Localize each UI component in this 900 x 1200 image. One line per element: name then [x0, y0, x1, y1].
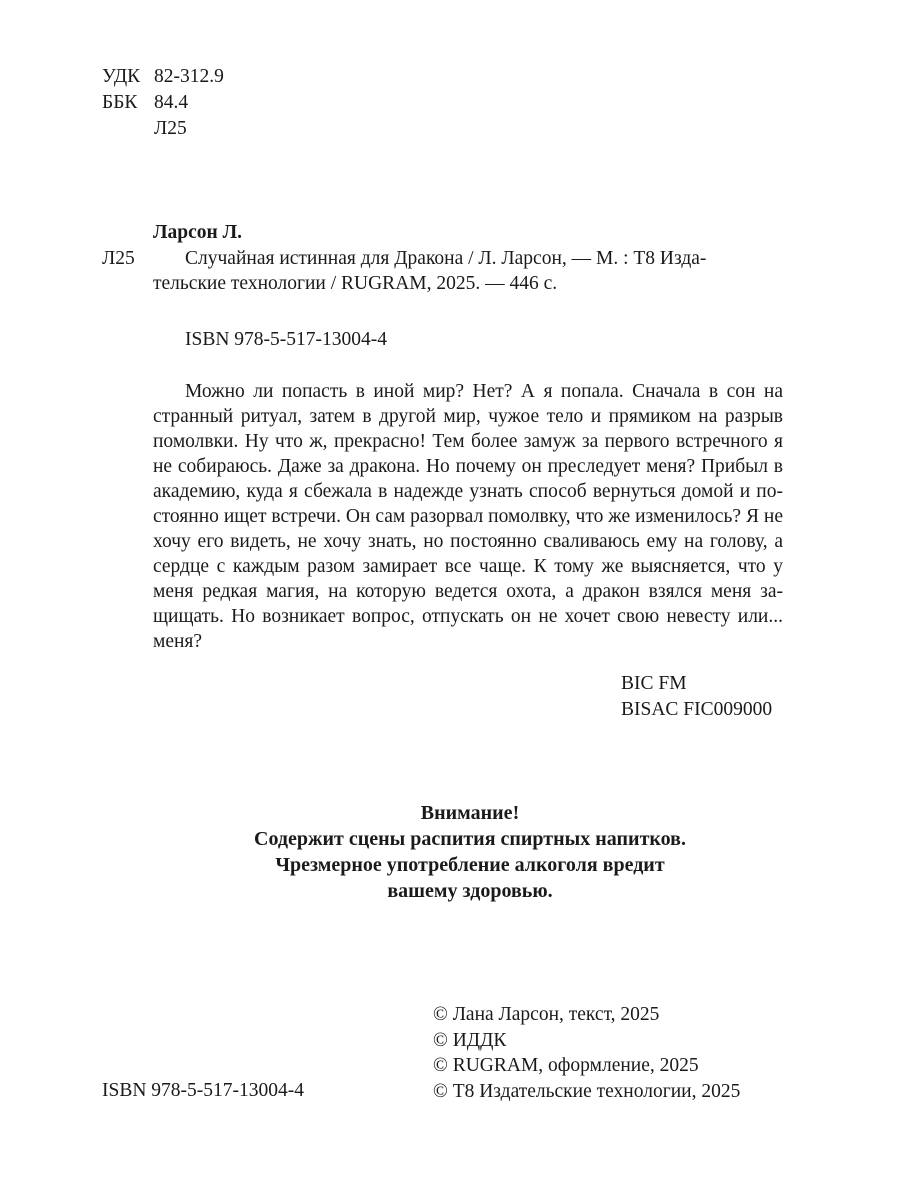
bibliographic-description [153, 246, 783, 296]
udk-row [102, 64, 224, 90]
bibliographic-line-1: Случайная истинная для Дракона / Л. Ларсон, — М. : Т8 Изда- [185, 248, 707, 269]
warning-line-2: Чрезмерное употребление алкоголя вредит [275, 854, 665, 876]
alcohol-warning [150, 800, 790, 904]
author-mark: Л25 [154, 118, 187, 139]
bbk-row [102, 90, 224, 116]
bbk-value: 84.4 [154, 92, 189, 113]
bibliographic-mark: Л25 [102, 248, 135, 269]
author-heading: Ларсон Л. [153, 222, 243, 243]
copyright-line: © ИДДК [433, 1029, 507, 1051]
warning-title: Внимание! [420, 802, 520, 824]
copyright-line: © RUGRAM, оформление, 2025 [433, 1055, 699, 1076]
copyright-line: © Лана Ларсон, текст, 2025 [433, 1004, 660, 1025]
isbn-main: ISBN 978-5-517-13004-4 [185, 329, 388, 350]
bic-code: BIC FM [621, 673, 687, 694]
copyright-line: © Т8 Издательские технологии, 2025 [433, 1080, 741, 1102]
udk-label: УДК [102, 66, 141, 87]
classification-codes [102, 64, 224, 142]
copyright-block [433, 1002, 740, 1104]
warning-line-1: Содержит сцены распития спиртных напитков. [254, 828, 686, 850]
bbk-label: ББК [102, 92, 138, 113]
annotation-text: Можно ли попасть в иной мир? Нет? А я попала. Сначала в сон на странный ритуал, затем в другой мир, чужое тело и прямиком на разрыв помолвки. Ну что ж, прекрасно! Тем более замуж за первого встречного я не собираюсь. Даже за дракона. Но почему он преследует меня? Прибыл в академию, куда я сбежала в надежде узнать способ вернуться домой и постоянно ищет встречи. Он сам разорвал помолвку, что же изменилось? Я не хочу его видеть, не хочу знать, но постоянно сваливаюсь ему на голову, а сердце с каждым разом замирает все чаще. К тому же выясняется, что у меня редкая магия, на которую ведется охота, а дракон взялся меня защищать. Но возникает вопрос, отпускать он не хочет свою невесту или... меня? [153, 381, 783, 652]
author-mark-row [102, 116, 224, 142]
isbn-bottom: ISBN 978-5-517-13004-4 [102, 1080, 305, 1101]
bibliographic-line-2: тельские технологии / RUGRAM, 2025. — 446 с. [153, 273, 558, 294]
warning-line-3: вашему здоровью. [387, 880, 553, 902]
bisac-code: BISAC FIC009000 [621, 699, 773, 720]
udk-value: 82-312.9 [154, 66, 224, 87]
